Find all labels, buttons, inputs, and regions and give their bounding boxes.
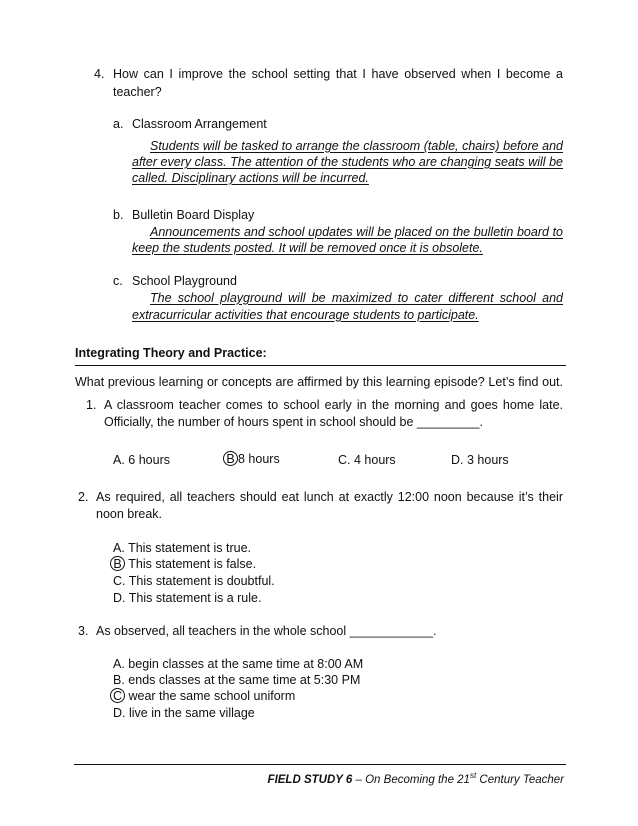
q4c-label: c. xyxy=(113,274,123,288)
q4-text-line2: teacher? xyxy=(113,85,162,99)
q4b-answer-line2: keep the students posted. It will be removed once it is obsolete. xyxy=(132,241,483,255)
option-letter: A. xyxy=(113,657,125,671)
q4c-title: School Playground xyxy=(132,274,237,288)
item1-option-c xyxy=(338,453,396,467)
selected-answer-circle: C xyxy=(110,688,125,703)
item2-option-b xyxy=(110,556,256,571)
q4c-answer-line1: The school playground will be maximized to cater different school and xyxy=(150,291,563,305)
q4a-answer-line3: called. Disciplinary actions will be incurred. xyxy=(132,171,369,185)
option-letter: A. xyxy=(113,453,125,467)
option-letter: D. xyxy=(113,706,126,720)
q4-text-line1: How can I improve the school setting that I have observed when I become a xyxy=(113,67,563,81)
item1-number: 1. xyxy=(86,398,97,412)
footer-superscript: st xyxy=(469,771,477,780)
option-letter: A. xyxy=(113,541,125,555)
option-text: wear the same school uniform xyxy=(128,689,296,703)
item2-option-c xyxy=(113,574,275,588)
item3-line1: As observed, all teachers in the whole school ____________. xyxy=(96,624,437,638)
item3-option-d xyxy=(113,706,255,720)
item2-line2: noon break. xyxy=(96,507,163,521)
option-text: This statement is a rule. xyxy=(128,591,262,605)
option-letter: D. xyxy=(451,453,464,467)
q4a-answer-line1: Students will be tasked to arrange the classroom (table, chairs) before and xyxy=(150,139,563,153)
q4a-label: a. xyxy=(113,117,124,131)
option-text: This statement is false. xyxy=(128,557,257,571)
q4b-title: Bulletin Board Display xyxy=(132,208,255,222)
section-title: Integrating Theory and Practice: xyxy=(75,346,267,360)
option-text: 6 hours xyxy=(128,453,170,467)
item1-option-a xyxy=(113,453,170,467)
section-intro: What previous learning or concepts are affirmed by this learning episode? Let’s find out. xyxy=(75,375,563,389)
item3-number: 3. xyxy=(78,624,89,638)
item3-option-c xyxy=(110,688,295,703)
selected-answer-circle: B xyxy=(110,556,125,571)
section-divider xyxy=(75,365,566,366)
footer-rule xyxy=(74,764,566,765)
item2-option-a xyxy=(113,541,251,555)
item2-line1: As required, all teachers should eat lunch at exactly 12:00 noon because it’s their xyxy=(96,490,563,504)
option-letter: B. xyxy=(113,673,125,687)
option-text: live in the same village xyxy=(128,706,255,720)
option-text: 4 hours xyxy=(353,453,396,467)
option-text: This statement is doubtful. xyxy=(128,574,275,588)
option-letter: C. xyxy=(113,574,126,588)
q4a-answer-line2: after every class. The attention of the students who are changing seats will be xyxy=(132,155,563,169)
option-letter: C. xyxy=(338,453,351,467)
item3-option-a xyxy=(113,657,363,671)
q4-number: 4. xyxy=(94,67,105,81)
option-text: begin classes at the same time at 8:00 AM xyxy=(128,657,364,671)
option-text: This statement is true. xyxy=(128,541,252,555)
q4b-answer-line1: Announcements and school updates will be placed on the bulletin board to xyxy=(150,225,563,239)
q4a-title: Classroom Arrangement xyxy=(132,117,267,131)
footer-text xyxy=(268,771,564,786)
option-text: 3 hours xyxy=(466,453,509,467)
item2-option-d xyxy=(113,591,261,605)
item3-option-b xyxy=(113,673,360,687)
footer-subtitle-end: Century Teacher xyxy=(476,773,564,786)
item2-number: 2. xyxy=(78,490,89,504)
footer-course: FIELD STUDY 6 xyxy=(267,773,353,786)
option-letter: D. xyxy=(113,591,126,605)
selected-answer-circle: B xyxy=(223,451,238,466)
q4c-answer-line2: extracurricular activities that encourage students to participate. xyxy=(132,308,479,322)
footer-subtitle: – On Becoming the 21 xyxy=(352,773,470,786)
item1-option-d xyxy=(451,453,509,467)
option-text: ends classes at the same time at 5:30 PM xyxy=(128,673,361,687)
item1-line2: Officially, the number of hours spent in school should be _________. xyxy=(104,415,483,429)
q4b-label: b. xyxy=(113,208,124,222)
option-text: 8 hours xyxy=(238,452,280,466)
item1-option-b xyxy=(223,451,280,466)
item1-line1: A classroom teacher comes to school early in the morning and goes home late. xyxy=(104,398,563,412)
